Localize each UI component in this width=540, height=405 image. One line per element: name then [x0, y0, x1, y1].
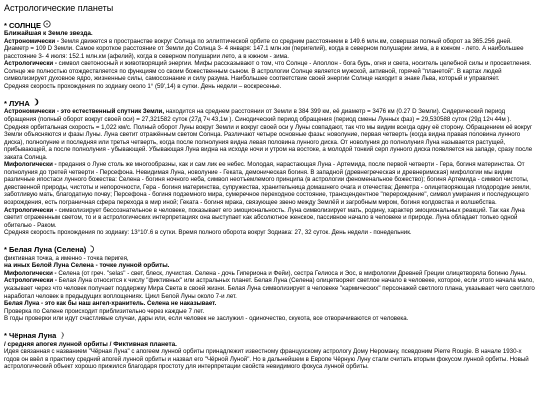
moon-paragraph-speed: Средняя скорость прохождения по зодиаку: 13°10'.6 в сутки. Время полного оборота вокруг Зодиака: 27, 32 суток. День недели - понедельник.: [4, 229, 412, 237]
moon-heading-text: * ЛУНА: [4, 98, 30, 108]
page-title: Астрологические планеты: [4, 3, 114, 13]
white-moon-section: [4, 245, 536, 323]
sun-paragraph-astrology: Астрологически - символ светоносный и животворящий энергии. Мифы рассказывают о том, что Солнце - Аполлон - бога бурь, огня и света, носитель целебной силы и просветления. Солнце же полностью отождествляется по функциям со своим божественным сыном. В астрологии Солнце является мужской, активной, горячей "планетой". В картах людей символизирует духовное ядро, жизненные силы, самосознание и силу разума. Наибольшее соответствие своей энергии Солнце находит в знаке Льва, который и управляет.: [4, 60, 532, 83]
black-moon-heading: [4, 331, 536, 341]
sun-heading-text: * СОЛНЦЕ: [4, 20, 42, 30]
white-moon-heading: [4, 245, 536, 255]
sun-paragraph-speed: Средняя скорость прохождения по зодиаку около 1° (59',14) в сутки. День недели – воскресенье.: [4, 82, 282, 90]
sun-paragraph-astronomy: Астрономически - Земля движется в пространстве вокруг Солнца по эллиптической орбите со средним расстоянием в 149.6 млн.км, совершая полный оборот за 365.256 дней. Диаметр = 109 D Земли. Самое короткое расстояние от Земли до Солнца 3- 4 января: 147.1 млн.км (перигелий), когда в северном полушарии зима, а в южном - лето. А наибольшее расстояние 3- 4 июля: 152.1 млн.км (афелий), когда в северном полушарии лето, а в южном - зима.: [4, 37, 524, 60]
white-moon-paragraph-years: В годы проверки или идут счастливые случаи, дары или, если человек не заслужил - одиночество, скукота, все отворачиваются от человека.: [4, 315, 409, 323]
black-moon-subtitle: / средняя апогея лунной орбиты / Фиктивная планета.: [4, 340, 177, 348]
sun-subtitle: Ближайшая к Земле звезда.: [4, 30, 93, 37]
black-moon-heading-text: * Чёрная Луна: [4, 331, 57, 341]
white-moon-subtitle-2: на иных Белой Луна Селена - точке лунной орбиты.: [4, 262, 170, 270]
white-moon-heading-text: * Белая Луна (Селена): [4, 245, 87, 255]
black-moon-symbol-icon: [58, 331, 66, 341]
black-moon-section: [4, 331, 536, 371]
white-moon-subtitle: фиктивная точка, а именно - точка перигея,: [4, 254, 129, 262]
sun-heading: [4, 20, 536, 30]
moon-paragraph-astrology: Астрологически - символизирует бессознательное в человеке, показывает его эмоциональность. Луна символизирует мать, родину, характер эмоциональных реакций. Так как Луна светит отраженным светом, то и в астрологических интерпретациях она выступает как абсолютное женское, пассивное начало в человеке и природе. Луна обладает только одной обителью - Раком.: [4, 206, 525, 229]
moon-paragraph-mythology: Мифологически - предания о Луне столь же многообразны, как и сам лик ее небес. Молодая, нарастающая Луна - Артемида, после первой четверти - Гера, богиня материнства. От полнолуния до третей четверти - Персефона. Невидимая Луна, новолуние - Геката, демоническая богиня. В западной (древнегреческая и древнеримская) мифологии мы видим различные ипостаси лунного божества: Селена - богиня ночного неба, символ неотъемлемого принципа (в астрологии феноменальное божество); богиня Артемида - символ чистоты, девственной природы, чистоты и непорочности, Гера - богиня материнства, супружества, хранительница домашнего очага и отечества; Деметра - олицетворяющая плодородие земли, заботливую мать, благодатную почву; Персефона - богиня подземного мира, сумеречное переходное состояние, трансцендентное "перерождение", символ умирания и последующего возрождения, есть пограничная сфера перехода в мир иной; Геката - богиня мрака, связующее звено между Землёй и загробным миром, богиня колдовства и волшебства.: [4, 161, 531, 206]
moon-symbol-icon: [32, 98, 40, 108]
white-moon-paragraph-mythology: Мифологически - Селена (от греч. "selas" - свет, блеск, лучистая. Селена - дочь Гипериона и Фейи), сестра Гелиоса и Эос, в мифологии Древней Греции олицетворяла богиню Луны.: [4, 269, 527, 277]
white-moon-paragraph-guardian: Белая Луна - это как бы наш ангел-хранитель. Селена не наказывает.: [4, 300, 217, 308]
sun-section: [4, 20, 536, 90]
white-moon-paragraph-astrology: Астрологически - Белая Луна относится к числу "фиктивных" или астральных планет. Белая Луна (Селена) олицетворяет светлое начало в человеке, которое, если этого начала мало, указывает через что человек получает поддержку Мира Света в своей жизни. Белая Луна символизирует в человеке "кармических" персонажей светлого плана, указывает чего светлого наработал человек в предыдущих воплощениях. Цикл Белой Луны около 7-и лет.: [4, 277, 535, 300]
moon-paragraph-astronomy: Астрономически - это естественный спутник Земли, находится на среднем расстоянии от Земли в 384 399 км, её диаметр = 3476 км (0.27 D Земли). Сидерический период обращения (полный оборот вокруг своей оси) = 27,321582 суток (27д 7ч 43,1м ). Синодический период обращения (период смены Лунных фаз) = 29,530588 суток (29д 12ч 44м ). Средняя орбитальная скорость = 1,022 км/с. Полный оборот Луны вокруг Земли и вокруг своей оси у Луны совпадают, так что мы видим всегда одну её сторону. Обращением её вокруг Земли объясняются и фазы Луны. Луна светит отражённым светом Солнца. Различают четыре основные фазы: новолуние, первая четверть (когда видна правая половина лунного диска), полнолуние и последняя или третья четверть, когда после полнолуния видна левая половина лунного диска. От новолуния до полнолуния Луна называется растущей, прибывающей, а после полнолуния - убывающей. Убывающая Луна видна на исходе ночи и утром на востоке, а молодой тонкий серп лунного диска появляется на западе, сразу после заката Солнца.: [4, 108, 533, 161]
moon-heading: [4, 98, 536, 108]
sun-symbol-icon: [43, 20, 51, 30]
moon-section: [4, 98, 536, 236]
black-moon-paragraph-history: Идея связанная с названием "Чёрная Луна" с апогеем лунной орбиты принадлежит известному французскому астрологу Дому Нероману, псевдоним Pierre Rougie. В начале 1930-х годов он ввёл в практику средний апогей лунной орбиты и назвал его "Чёрной Луной". Но в дальнейшем в Европе Чёрную Луну стали считать вторым фокусом лунной орбиты. Новый астрологический объект хорошо прижился благодаря простоту для интерпретации свойств невидимого фокуса лунной орбиты.: [4, 348, 529, 371]
white-moon-paragraph-check: Проверка по Селене происходит приблизительно через каждые 7 лет.: [4, 307, 205, 315]
white-moon-symbol-icon: [88, 245, 96, 255]
